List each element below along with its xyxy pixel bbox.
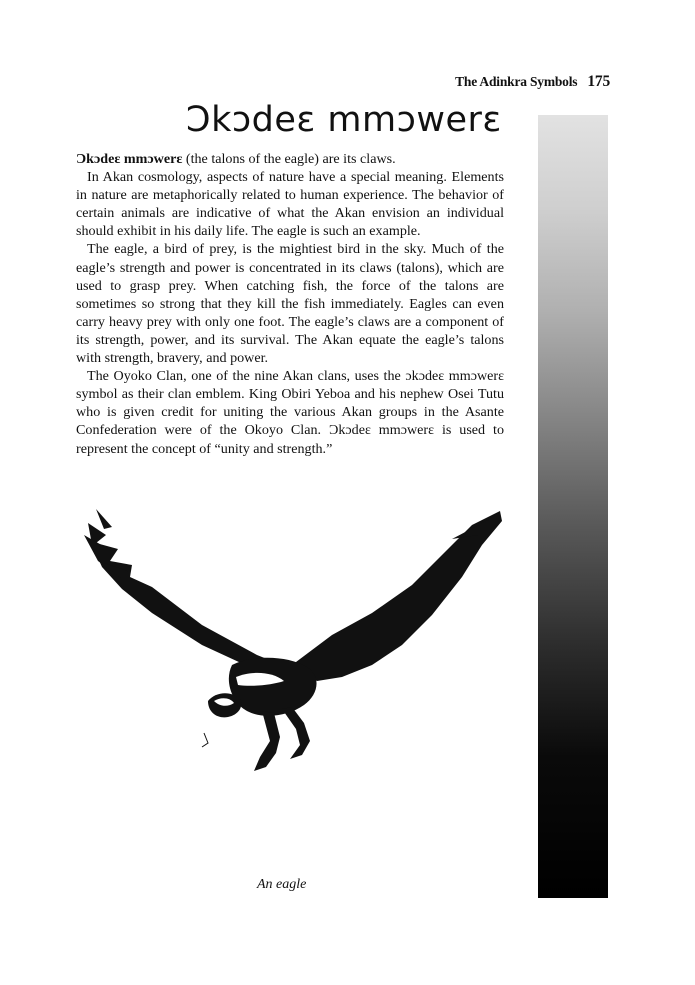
paragraph-3: The eagle, a bird of prey, is the mightiest bird in the sky. Much of the eagle’s strength and power is concentrated in its claws (talons), which are used to grasp prey. When catching fish, the force of the talons are sometimes so strong that they kill the fish immediately. Eagles can even carry heavy prey with only one foot. The eagle’s claws are a component of its strength, power, and its survival. The Akan equate the eagle’s talons with strength, bravery, and power. <box>76 241 504 367</box>
body-text <box>76 150 504 458</box>
running-head-title: The Adinkra Symbols <box>455 74 578 89</box>
figure-caption: An eagle <box>257 877 307 892</box>
paragraph-1 <box>76 150 504 168</box>
paragraph-4: The Oyoko Clan, one of the nine Akan clans, uses the ɔkɔdeɛ mmɔwerɛ symbol as their clan emblem. King Obiri Yeboa and his nephew Osei Tutu who is given credit for uniting the various Akan groups in the Asante Confederation were of the Okoyo Clan. Ɔkɔdeɛ mmɔwerɛ is used to represent the concept of “unity and strength.” <box>76 368 504 457</box>
page-number: 175 <box>587 73 610 90</box>
paragraph-2: In Akan cosmology, aspects of nature have a special meaning. Elements in nature are metaphorically related to human experience. The behavior of certain animals are indicative of what the Akan envision an individual should exhibit in his daily life. The eagle is such an example. <box>76 169 504 240</box>
gradient-side-bar <box>538 115 608 898</box>
running-head <box>455 73 610 91</box>
eagle-illustration <box>82 505 512 780</box>
term-highlight: Ɔkɔdeɛ mmɔwerɛ <box>76 151 183 167</box>
paragraph-1-text: (the talons of the eagle) are its claws. <box>182 151 396 167</box>
page-title: Ɔkɔdeɛ mmɔwerɛ <box>186 100 502 140</box>
